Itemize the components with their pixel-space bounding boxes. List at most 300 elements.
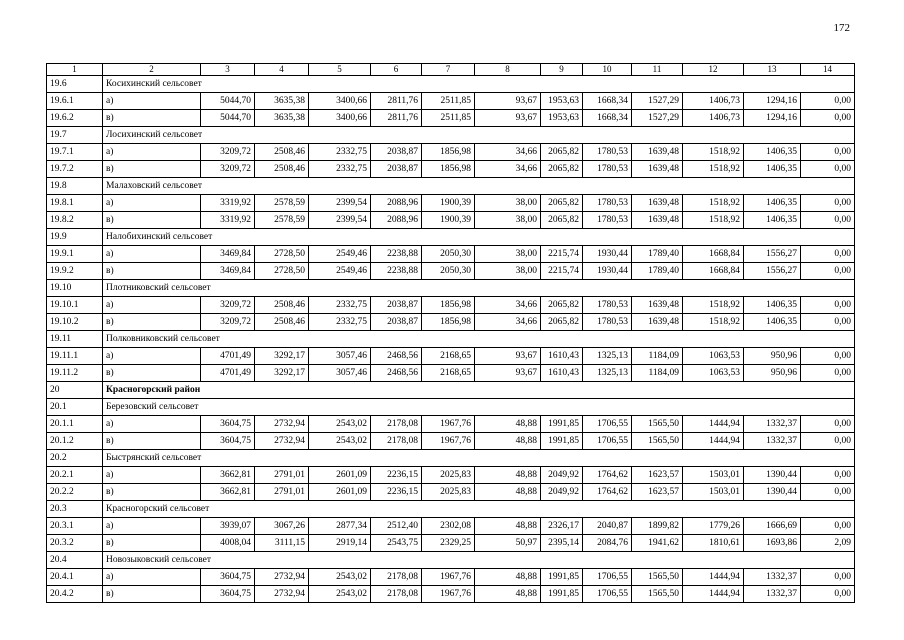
- row-code: 19.6.1: [47, 93, 103, 110]
- table-cell: 34,66: [475, 144, 541, 161]
- table-cell: 1856,98: [422, 297, 475, 314]
- section-row: [47, 382, 855, 399]
- table-cell: 2038,87: [371, 144, 422, 161]
- table-cell: 1789,40: [632, 263, 683, 280]
- table-cell: 3057,46: [309, 365, 371, 382]
- table-cell: 2468,56: [371, 348, 422, 365]
- table-row: [47, 195, 855, 212]
- table-cell: 38,00: [475, 246, 541, 263]
- table-cell: 1406,73: [683, 110, 744, 127]
- table-cell: 1518,92: [683, 297, 744, 314]
- row-code: 19.11.2: [47, 365, 103, 382]
- table-cell: 0,00: [801, 297, 855, 314]
- table-cell: 2065,82: [541, 144, 583, 161]
- table-cell: 1518,92: [683, 161, 744, 178]
- row-variant: а): [103, 467, 201, 484]
- table-cell: 1610,43: [541, 365, 583, 382]
- table-cell: 1332,37: [744, 433, 801, 450]
- table-cell: 1518,92: [683, 314, 744, 331]
- table-cell: 34,66: [475, 161, 541, 178]
- table-cell: 1444,94: [683, 586, 744, 603]
- table-cell: 48,88: [475, 484, 541, 501]
- table-cell: 2065,82: [541, 314, 583, 331]
- table-cell: 1406,35: [744, 212, 801, 229]
- table-cell: 2543,02: [309, 586, 371, 603]
- row-code: 20.3.1: [47, 518, 103, 535]
- column-number-header: 12: [683, 64, 744, 76]
- table-cell: 2399,54: [309, 212, 371, 229]
- table-cell: 3939,07: [201, 518, 255, 535]
- table-row: [47, 484, 855, 501]
- table-cell: 2791,01: [255, 467, 309, 484]
- table-cell: 5044,70: [201, 93, 255, 110]
- table-row: [47, 535, 855, 552]
- row-variant: в): [103, 535, 201, 552]
- table-cell: 1780,53: [583, 161, 632, 178]
- table-cell: 2038,87: [371, 297, 422, 314]
- table-cell: 34,66: [475, 297, 541, 314]
- column-number-header: 8: [475, 64, 541, 76]
- table-row: [47, 518, 855, 535]
- table-cell: 1991,85: [541, 416, 583, 433]
- table-cell: 1565,50: [632, 569, 683, 586]
- table-cell: 2236,15: [371, 467, 422, 484]
- column-number-header: 1: [47, 64, 103, 76]
- table-cell: 0,00: [801, 586, 855, 603]
- table-cell: 0,00: [801, 161, 855, 178]
- table-cell: 3604,75: [201, 569, 255, 586]
- table-cell: 1779,26: [683, 518, 744, 535]
- table-cell: 0,00: [801, 433, 855, 450]
- section-row: [47, 178, 855, 195]
- table-row: [47, 586, 855, 603]
- section-code: 19.7: [47, 127, 103, 144]
- section-code: 19.9: [47, 229, 103, 246]
- table-cell: 1503,01: [683, 484, 744, 501]
- table-row: [47, 433, 855, 450]
- table-row: [47, 348, 855, 365]
- section-name: Полковниковский сельсовет: [103, 331, 855, 348]
- row-code: 19.8.2: [47, 212, 103, 229]
- table-cell: 3292,17: [255, 365, 309, 382]
- table-row: [47, 144, 855, 161]
- table-cell: 3662,81: [201, 467, 255, 484]
- table-cell: 2543,75: [371, 535, 422, 552]
- table-cell: 1610,43: [541, 348, 583, 365]
- table-cell: 1900,39: [422, 212, 475, 229]
- table-cell: 1332,37: [744, 569, 801, 586]
- table-cell: 1780,53: [583, 314, 632, 331]
- table-cell: 1639,48: [632, 212, 683, 229]
- table-cell: 1527,29: [632, 93, 683, 110]
- table-cell: 2811,76: [371, 110, 422, 127]
- section-code: 20.2: [47, 450, 103, 467]
- section-name: Лосихинский сельсовет: [103, 127, 855, 144]
- table-cell: 1780,53: [583, 297, 632, 314]
- table-cell: 2811,76: [371, 93, 422, 110]
- table-cell: 1764,62: [583, 467, 632, 484]
- table-cell: 2329,25: [422, 535, 475, 552]
- section-name: Плотниковский сельсовет: [103, 280, 855, 297]
- table-cell: 1930,44: [583, 246, 632, 263]
- column-number-header: 13: [744, 64, 801, 76]
- row-code: 20.4.2: [47, 586, 103, 603]
- row-variant: а): [103, 348, 201, 365]
- table-cell: 2732,94: [255, 569, 309, 586]
- table-cell: 0,00: [801, 416, 855, 433]
- table-cell: 2919,14: [309, 535, 371, 552]
- table-cell: 4701,49: [201, 365, 255, 382]
- row-variant: в): [103, 263, 201, 280]
- table-cell: 2791,01: [255, 484, 309, 501]
- table-cell: 1390,44: [744, 484, 801, 501]
- table-cell: 0,00: [801, 314, 855, 331]
- section-name: Березовский сельсовет: [103, 399, 855, 416]
- table-cell: 1967,76: [422, 433, 475, 450]
- table-cell: 1518,92: [683, 212, 744, 229]
- table-cell: 1556,27: [744, 246, 801, 263]
- table-cell: 0,00: [801, 246, 855, 263]
- table-cell: 50,97: [475, 535, 541, 552]
- column-number-header: 3: [201, 64, 255, 76]
- row-code: 19.7.2: [47, 161, 103, 178]
- table-cell: 1991,85: [541, 569, 583, 586]
- table-cell: 1184,09: [632, 348, 683, 365]
- table-cell: 2543,02: [309, 433, 371, 450]
- row-code: 20.2.2: [47, 484, 103, 501]
- row-variant: а): [103, 246, 201, 263]
- table-cell: 3209,72: [201, 314, 255, 331]
- section-name: Косихинский сельсовет: [103, 76, 855, 93]
- table-cell: 93,67: [475, 93, 541, 110]
- row-code: 19.7.1: [47, 144, 103, 161]
- row-code: 20.4.1: [47, 569, 103, 586]
- table-cell: 3604,75: [201, 586, 255, 603]
- table-cell: 1941,62: [632, 535, 683, 552]
- table-cell: 1953,63: [541, 110, 583, 127]
- table-cell: 0,00: [801, 484, 855, 501]
- table-row: [47, 569, 855, 586]
- section-code: 20.4: [47, 552, 103, 569]
- row-variant: а): [103, 195, 201, 212]
- table-cell: 2399,54: [309, 195, 371, 212]
- table-cell: 3635,38: [255, 110, 309, 127]
- table-row: [47, 416, 855, 433]
- table-cell: 950,96: [744, 348, 801, 365]
- column-number-header-row: [47, 64, 855, 76]
- section-name: Быстрянский сельсовет: [103, 450, 855, 467]
- table-cell: 1810,61: [683, 535, 744, 552]
- table-cell: 1706,55: [583, 569, 632, 586]
- table-cell: 2168,65: [422, 348, 475, 365]
- row-variant: в): [103, 314, 201, 331]
- table-cell: 1565,50: [632, 433, 683, 450]
- tariff-table: [46, 63, 855, 603]
- table-cell: 2728,50: [255, 246, 309, 263]
- section-code: 20.1: [47, 399, 103, 416]
- table-cell: 1991,85: [541, 433, 583, 450]
- table-cell: 1503,01: [683, 467, 744, 484]
- table-cell: 1332,37: [744, 586, 801, 603]
- table-cell: 1764,62: [583, 484, 632, 501]
- table-cell: 1639,48: [632, 297, 683, 314]
- row-variant: а): [103, 144, 201, 161]
- table-cell: 2732,94: [255, 586, 309, 603]
- table-cell: 0,00: [801, 569, 855, 586]
- section-row: [47, 450, 855, 467]
- table-cell: 1406,35: [744, 314, 801, 331]
- table-cell: 1899,82: [632, 518, 683, 535]
- table-cell: 48,88: [475, 433, 541, 450]
- table-cell: 1063,53: [683, 348, 744, 365]
- section-row: [47, 127, 855, 144]
- table-cell: 1639,48: [632, 195, 683, 212]
- row-variant: а): [103, 93, 201, 110]
- table-cell: 2332,75: [309, 314, 371, 331]
- table-cell: 950,96: [744, 365, 801, 382]
- table-cell: 1668,84: [683, 246, 744, 263]
- table-cell: 3319,92: [201, 195, 255, 212]
- table-cell: 3067,26: [255, 518, 309, 535]
- table-cell: 3400,66: [309, 93, 371, 110]
- column-number-header: 5: [309, 64, 371, 76]
- section-name: Красногорский сельсовет: [103, 501, 855, 518]
- table-cell: 2238,88: [371, 263, 422, 280]
- table-cell: 3662,81: [201, 484, 255, 501]
- table-cell: 1518,92: [683, 195, 744, 212]
- table-cell: 1856,98: [422, 144, 475, 161]
- table-cell: 2040,87: [583, 518, 632, 535]
- table-cell: 1789,40: [632, 246, 683, 263]
- table-cell: 1666,69: [744, 518, 801, 535]
- table-cell: 2065,82: [541, 297, 583, 314]
- table-row: [47, 212, 855, 229]
- table-cell: 2395,14: [541, 535, 583, 552]
- table-cell: 1780,53: [583, 212, 632, 229]
- table-cell: 1623,57: [632, 467, 683, 484]
- table-cell: 1623,57: [632, 484, 683, 501]
- row-code: 19.10.2: [47, 314, 103, 331]
- table-cell: 1706,55: [583, 586, 632, 603]
- table-cell: 38,00: [475, 263, 541, 280]
- column-number-header: 11: [632, 64, 683, 76]
- table-cell: 1967,76: [422, 569, 475, 586]
- table-cell: 2088,96: [371, 212, 422, 229]
- table-cell: 1953,63: [541, 93, 583, 110]
- table-cell: 1639,48: [632, 161, 683, 178]
- column-number-header: 2: [103, 64, 201, 76]
- table-cell: 2215,74: [541, 263, 583, 280]
- table-cell: 2508,46: [255, 297, 309, 314]
- row-variant: а): [103, 518, 201, 535]
- column-number-header: 7: [422, 64, 475, 76]
- table-cell: 1639,48: [632, 144, 683, 161]
- table-cell: 2601,09: [309, 484, 371, 501]
- table-cell: 2511,85: [422, 110, 475, 127]
- table-cell: 3209,72: [201, 161, 255, 178]
- table-cell: 2215,74: [541, 246, 583, 263]
- table-cell: 1527,29: [632, 110, 683, 127]
- table-cell: 2508,46: [255, 314, 309, 331]
- table-cell: 1668,34: [583, 93, 632, 110]
- section-name: Красногорский район: [103, 382, 855, 399]
- table-row: [47, 365, 855, 382]
- table-cell: 1565,50: [632, 586, 683, 603]
- table-cell: 2178,08: [371, 569, 422, 586]
- table-cell: 1406,35: [744, 297, 801, 314]
- row-variant: в): [103, 484, 201, 501]
- table-cell: 0,00: [801, 93, 855, 110]
- table-cell: 3292,17: [255, 348, 309, 365]
- table-cell: 2728,50: [255, 263, 309, 280]
- section-code: 19.6: [47, 76, 103, 93]
- table-cell: 0,00: [801, 365, 855, 382]
- table-cell: 2511,85: [422, 93, 475, 110]
- row-variant: а): [103, 569, 201, 586]
- table-cell: 2025,83: [422, 467, 475, 484]
- row-code: 19.8.1: [47, 195, 103, 212]
- table-cell: 1565,50: [632, 416, 683, 433]
- section-row: [47, 331, 855, 348]
- table-cell: 2088,96: [371, 195, 422, 212]
- table-cell: 2877,34: [309, 518, 371, 535]
- table-cell: 1294,16: [744, 110, 801, 127]
- row-variant: а): [103, 297, 201, 314]
- table-row: [47, 246, 855, 263]
- table-cell: 1668,34: [583, 110, 632, 127]
- table-cell: 2332,75: [309, 144, 371, 161]
- table-cell: 3209,72: [201, 297, 255, 314]
- table-cell: 1780,53: [583, 144, 632, 161]
- table-cell: 2049,92: [541, 467, 583, 484]
- table-cell: 1556,27: [744, 263, 801, 280]
- table-cell: 48,88: [475, 586, 541, 603]
- table-cell: 2038,87: [371, 161, 422, 178]
- table-cell: 1444,94: [683, 416, 744, 433]
- table-cell: 3319,92: [201, 212, 255, 229]
- column-number-header: 14: [801, 64, 855, 76]
- table-cell: 1325,13: [583, 365, 632, 382]
- table-cell: 3209,72: [201, 144, 255, 161]
- table-cell: 3469,84: [201, 246, 255, 263]
- table-cell: 2065,82: [541, 212, 583, 229]
- table-cell: 2168,65: [422, 365, 475, 382]
- table-cell: 34,66: [475, 314, 541, 331]
- table-row: [47, 467, 855, 484]
- table-cell: 1325,13: [583, 348, 632, 365]
- table-cell: 2332,75: [309, 297, 371, 314]
- row-variant: в): [103, 586, 201, 603]
- table-cell: 0,00: [801, 518, 855, 535]
- table-row: [47, 263, 855, 280]
- table-cell: 1639,48: [632, 314, 683, 331]
- table-row: [47, 161, 855, 178]
- table-cell: 1900,39: [422, 195, 475, 212]
- column-number-header: 4: [255, 64, 309, 76]
- table-cell: 2049,92: [541, 484, 583, 501]
- table-cell: 2238,88: [371, 246, 422, 263]
- table-cell: 2302,08: [422, 518, 475, 535]
- table-row: [47, 314, 855, 331]
- table-cell: 3400,66: [309, 110, 371, 127]
- table-cell: 38,00: [475, 195, 541, 212]
- row-code: 19.6.2: [47, 110, 103, 127]
- table-cell: 3635,38: [255, 93, 309, 110]
- table-cell: 3469,84: [201, 263, 255, 280]
- table-cell: 1693,86: [744, 535, 801, 552]
- table-row: [47, 297, 855, 314]
- table-cell: 4701,49: [201, 348, 255, 365]
- table-body: [47, 64, 855, 603]
- table-cell: 1406,35: [744, 161, 801, 178]
- table-cell: 1406,73: [683, 93, 744, 110]
- row-code: 20.3.2: [47, 535, 103, 552]
- table-cell: 2732,94: [255, 433, 309, 450]
- table-cell: 1930,44: [583, 263, 632, 280]
- row-variant: в): [103, 161, 201, 178]
- table-cell: 1991,85: [541, 586, 583, 603]
- table-cell: 2326,17: [541, 518, 583, 535]
- row-code: 19.9.1: [47, 246, 103, 263]
- table-cell: 0,00: [801, 110, 855, 127]
- table-cell: 2578,59: [255, 212, 309, 229]
- table-cell: 48,88: [475, 569, 541, 586]
- column-number-header: 9: [541, 64, 583, 76]
- table-cell: 2,09: [801, 535, 855, 552]
- row-code: 19.11.1: [47, 348, 103, 365]
- table-cell: 5044,70: [201, 110, 255, 127]
- table-cell: 2065,82: [541, 161, 583, 178]
- table-cell: 2025,83: [422, 484, 475, 501]
- table-cell: 3111,15: [255, 535, 309, 552]
- table-cell: 1856,98: [422, 314, 475, 331]
- table-cell: 2549,46: [309, 263, 371, 280]
- table-cell: 3604,75: [201, 433, 255, 450]
- table-cell: 1406,35: [744, 195, 801, 212]
- table-cell: 2065,82: [541, 195, 583, 212]
- row-variant: в): [103, 433, 201, 450]
- section-code: 19.10: [47, 280, 103, 297]
- table-cell: 1518,92: [683, 144, 744, 161]
- section-code: 19.11: [47, 331, 103, 348]
- table-cell: 0,00: [801, 467, 855, 484]
- table-cell: 2549,46: [309, 246, 371, 263]
- table-cell: 2178,08: [371, 433, 422, 450]
- table-cell: 2543,02: [309, 416, 371, 433]
- section-row: [47, 229, 855, 246]
- section-row: [47, 501, 855, 518]
- table-cell: 2508,46: [255, 161, 309, 178]
- table-cell: 1856,98: [422, 161, 475, 178]
- column-number-header: 6: [371, 64, 422, 76]
- table-cell: 4008,04: [201, 535, 255, 552]
- table-cell: 2332,75: [309, 161, 371, 178]
- table-cell: 1332,37: [744, 416, 801, 433]
- table-cell: 38,00: [475, 212, 541, 229]
- table-cell: 1294,16: [744, 93, 801, 110]
- table-cell: 2236,15: [371, 484, 422, 501]
- table-cell: 1063,53: [683, 365, 744, 382]
- section-row: [47, 399, 855, 416]
- table-cell: 0,00: [801, 212, 855, 229]
- table-cell: 1406,35: [744, 144, 801, 161]
- table-cell: 3057,46: [309, 348, 371, 365]
- table-cell: 3604,75: [201, 416, 255, 433]
- table-cell: 48,88: [475, 518, 541, 535]
- section-row: [47, 280, 855, 297]
- section-code: 19.8: [47, 178, 103, 195]
- table-cell: 2508,46: [255, 144, 309, 161]
